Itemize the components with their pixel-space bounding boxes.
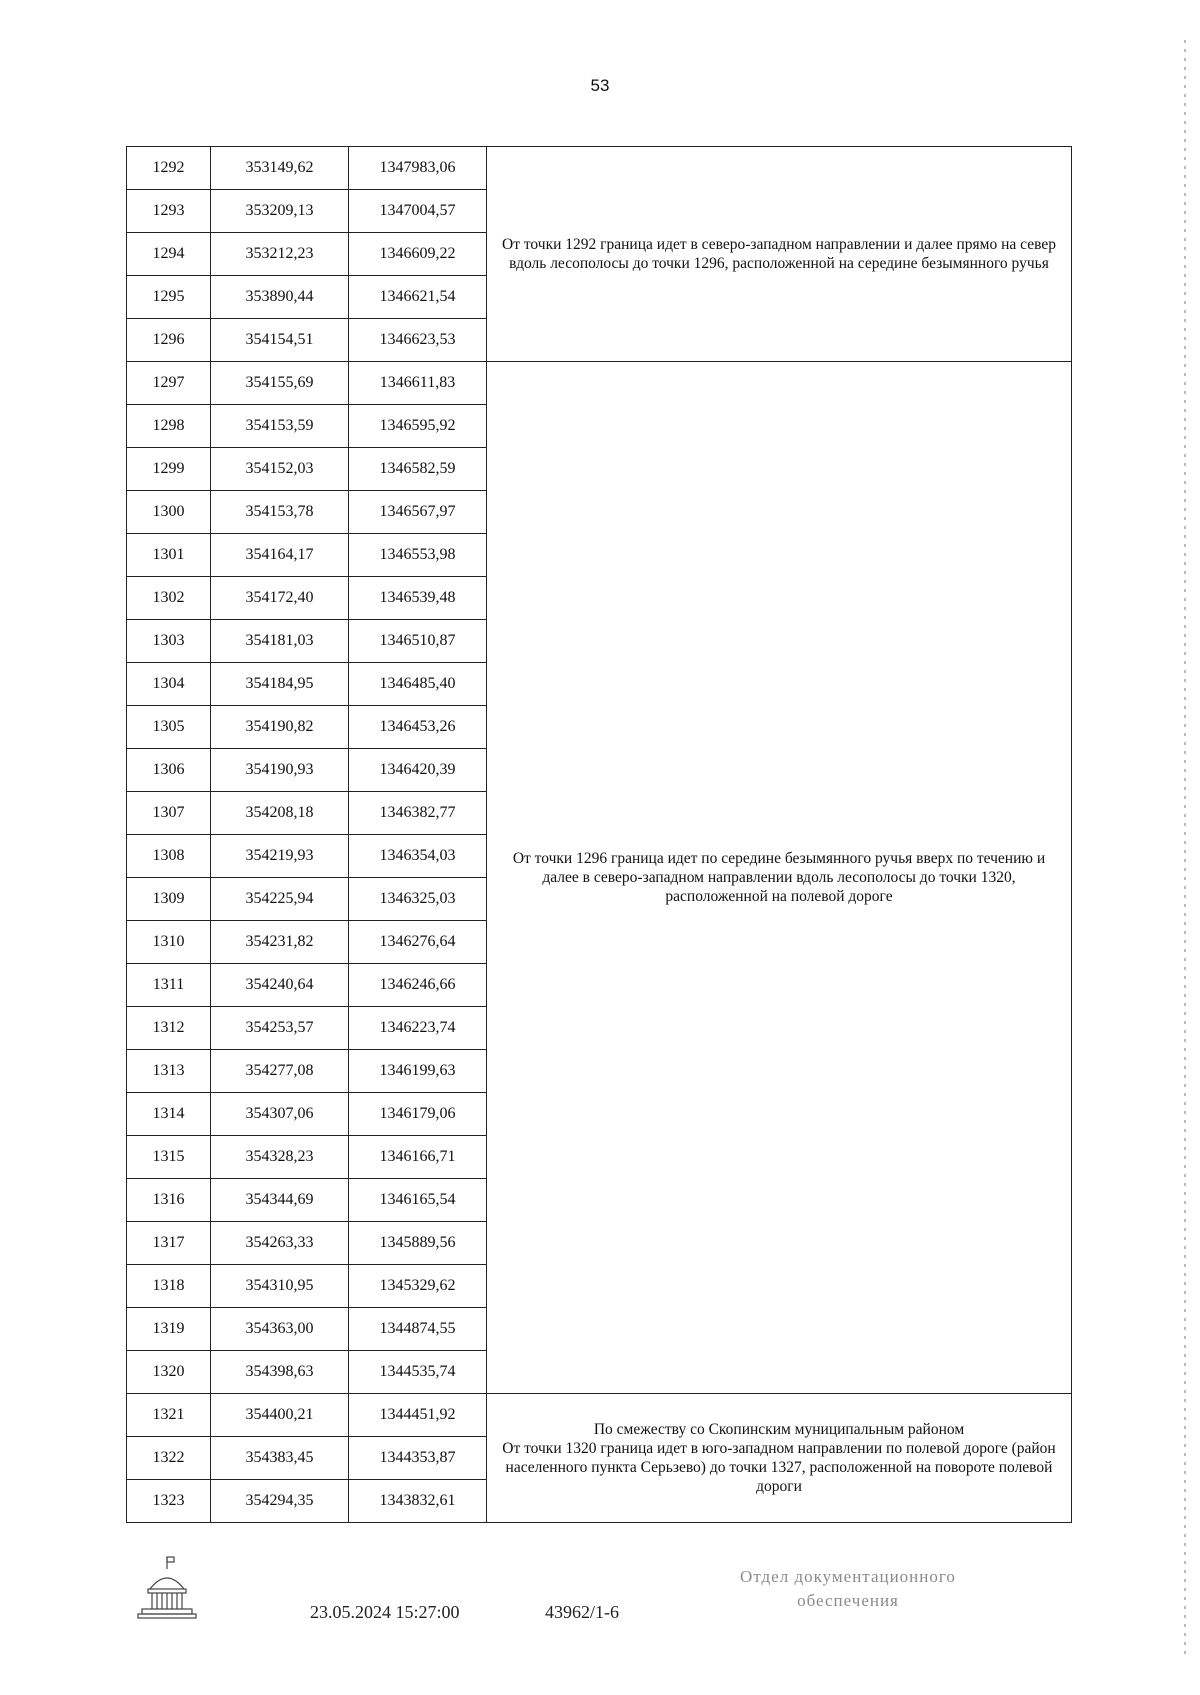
point-number-cell: 1312 [127,1007,211,1050]
page-number: 53 [590,76,610,95]
point-number-cell: 1322 [127,1437,211,1480]
point-number-cell: 1300 [127,491,211,534]
stamp-line-1: Отдел документационного [740,1567,956,1586]
point-number-cell: 1317 [127,1222,211,1265]
x-coordinate-cell: 354263,33 [211,1222,349,1265]
y-coordinate-cell: 1344353,87 [349,1437,487,1480]
y-coordinate-cell: 1346382,77 [349,792,487,835]
x-coordinate-cell: 354190,82 [211,706,349,749]
point-number-cell: 1311 [127,964,211,1007]
y-coordinate-cell: 1346223,74 [349,1007,487,1050]
point-number-cell: 1304 [127,663,211,706]
x-coordinate-cell: 354154,51 [211,319,349,362]
x-coordinate-cell: 354231,82 [211,921,349,964]
x-coordinate-cell: 354310,95 [211,1265,349,1308]
y-coordinate-cell: 1346199,63 [349,1050,487,1093]
point-number-cell: 1308 [127,835,211,878]
y-coordinate-cell: 1346246,66 [349,964,487,1007]
point-number-cell: 1301 [127,534,211,577]
x-coordinate-cell: 354398,63 [211,1351,349,1394]
x-coordinate-cell: 354253,57 [211,1007,349,1050]
point-number-cell: 1316 [127,1179,211,1222]
x-coordinate-cell: 354307,06 [211,1093,349,1136]
x-coordinate-cell: 354240,64 [211,964,349,1007]
boundary-description-cell: От точки 1296 граница идет по середине безымянного ручья вверх по течению и далее в северо-западном направлении вдоль лесополосы до точки 1320, расположенной на полевой дороге [487,362,1072,1394]
point-number-cell: 1307 [127,792,211,835]
point-number-cell: 1315 [127,1136,211,1179]
x-coordinate-cell: 354277,08 [211,1050,349,1093]
x-coordinate-cell: 353890,44 [211,276,349,319]
y-coordinate-cell: 1346420,39 [349,749,487,792]
y-coordinate-cell: 1346485,40 [349,663,487,706]
scan-edge-marks [1184,40,1186,1660]
y-coordinate-cell: 1346611,83 [349,362,487,405]
y-coordinate-cell: 1346510,87 [349,620,487,663]
y-coordinate-cell: 1347983,06 [349,147,487,190]
x-coordinate-cell: 354153,78 [211,491,349,534]
point-number-cell: 1295 [127,276,211,319]
boundary-coordinates-table [126,146,1072,1523]
boundary-description-cell: По смежеству со Скопинским муниципальным районом От точки 1320 граница идет в юго-западном направлении по полевой дороге (район населенного пункта Серьзево) до точки 1327, расположенной на повороте полевой дороги [487,1394,1072,1523]
y-coordinate-cell: 1344874,55 [349,1308,487,1351]
y-coordinate-cell: 1346595,92 [349,405,487,448]
boundary-description-cell: От точки 1292 граница идет в северо-западном направлении и далее прямо на север вдоль лесополосы до точки 1296, расположенной на середине безымянного ручья [487,147,1072,362]
x-coordinate-cell: 353209,13 [211,190,349,233]
point-number-cell: 1320 [127,1351,211,1394]
point-number-cell: 1306 [127,749,211,792]
x-coordinate-cell: 354383,45 [211,1437,349,1480]
point-number-cell: 1318 [127,1265,211,1308]
y-coordinate-cell: 1344451,92 [349,1394,487,1437]
y-coordinate-cell: 1347004,57 [349,190,487,233]
point-number-cell: 1298 [127,405,211,448]
point-number-cell: 1293 [127,190,211,233]
y-coordinate-cell: 1346325,03 [349,878,487,921]
y-coordinate-cell: 1344535,74 [349,1351,487,1394]
point-number-cell: 1302 [127,577,211,620]
x-coordinate-cell: 353149,62 [211,147,349,190]
x-coordinate-cell: 354363,00 [211,1308,349,1351]
point-number-cell: 1310 [127,921,211,964]
y-coordinate-cell: 1346354,03 [349,835,487,878]
x-coordinate-cell: 354164,17 [211,534,349,577]
y-coordinate-cell: 1346453,26 [349,706,487,749]
point-number-cell: 1323 [127,1480,211,1523]
point-number-cell: 1313 [127,1050,211,1093]
point-number-cell: 1299 [127,448,211,491]
footer-datetime: 23.05.2024 15:27:00 [310,1602,460,1622]
point-number-cell: 1297 [127,362,211,405]
y-coordinate-cell: 1346165,54 [349,1179,487,1222]
point-number-cell: 1319 [127,1308,211,1351]
y-coordinate-cell: 1346553,98 [349,534,487,577]
x-coordinate-cell: 353212,23 [211,233,349,276]
x-coordinate-cell: 354181,03 [211,620,349,663]
y-coordinate-cell: 1343832,61 [349,1480,487,1523]
table-row [127,362,1072,405]
x-coordinate-cell: 354208,18 [211,792,349,835]
y-coordinate-cell: 1346539,48 [349,577,487,620]
x-coordinate-cell: 354155,69 [211,362,349,405]
x-coordinate-cell: 354219,93 [211,835,349,878]
y-coordinate-cell: 1346179,06 [349,1093,487,1136]
y-coordinate-cell: 1346623,53 [349,319,487,362]
x-coordinate-cell: 354184,95 [211,663,349,706]
y-coordinate-cell: 1345329,62 [349,1265,487,1308]
point-number-cell: 1314 [127,1093,211,1136]
x-coordinate-cell: 354328,23 [211,1136,349,1179]
y-coordinate-cell: 1346567,97 [349,491,487,534]
y-coordinate-cell: 1346582,59 [349,448,487,491]
x-coordinate-cell: 354344,69 [211,1179,349,1222]
x-coordinate-cell: 354190,93 [211,749,349,792]
department-stamp [688,1565,1008,1613]
point-number-cell: 1292 [127,147,211,190]
y-coordinate-cell: 1346276,64 [349,921,487,964]
x-coordinate-cell: 354294,35 [211,1480,349,1523]
y-coordinate-cell: 1346621,54 [349,276,487,319]
table-row [127,147,1072,190]
x-coordinate-cell: 354153,59 [211,405,349,448]
point-number-cell: 1321 [127,1394,211,1437]
y-coordinate-cell: 1346609,22 [349,233,487,276]
y-coordinate-cell: 1345889,56 [349,1222,487,1265]
table-row [127,1394,1072,1437]
stamp-line-2: обеспечения [797,1591,899,1610]
point-number-cell: 1294 [127,233,211,276]
x-coordinate-cell: 354172,40 [211,577,349,620]
point-number-cell: 1309 [127,878,211,921]
y-coordinate-cell: 1346166,71 [349,1136,487,1179]
point-number-cell: 1305 [127,706,211,749]
x-coordinate-cell: 354152,03 [211,448,349,491]
point-number-cell: 1296 [127,319,211,362]
x-coordinate-cell: 354400,21 [211,1394,349,1437]
x-coordinate-cell: 354225,94 [211,878,349,921]
parliament-building-icon [136,1555,198,1621]
footer-doc-number: 43962/1-6 [545,1602,619,1622]
point-number-cell: 1303 [127,620,211,663]
